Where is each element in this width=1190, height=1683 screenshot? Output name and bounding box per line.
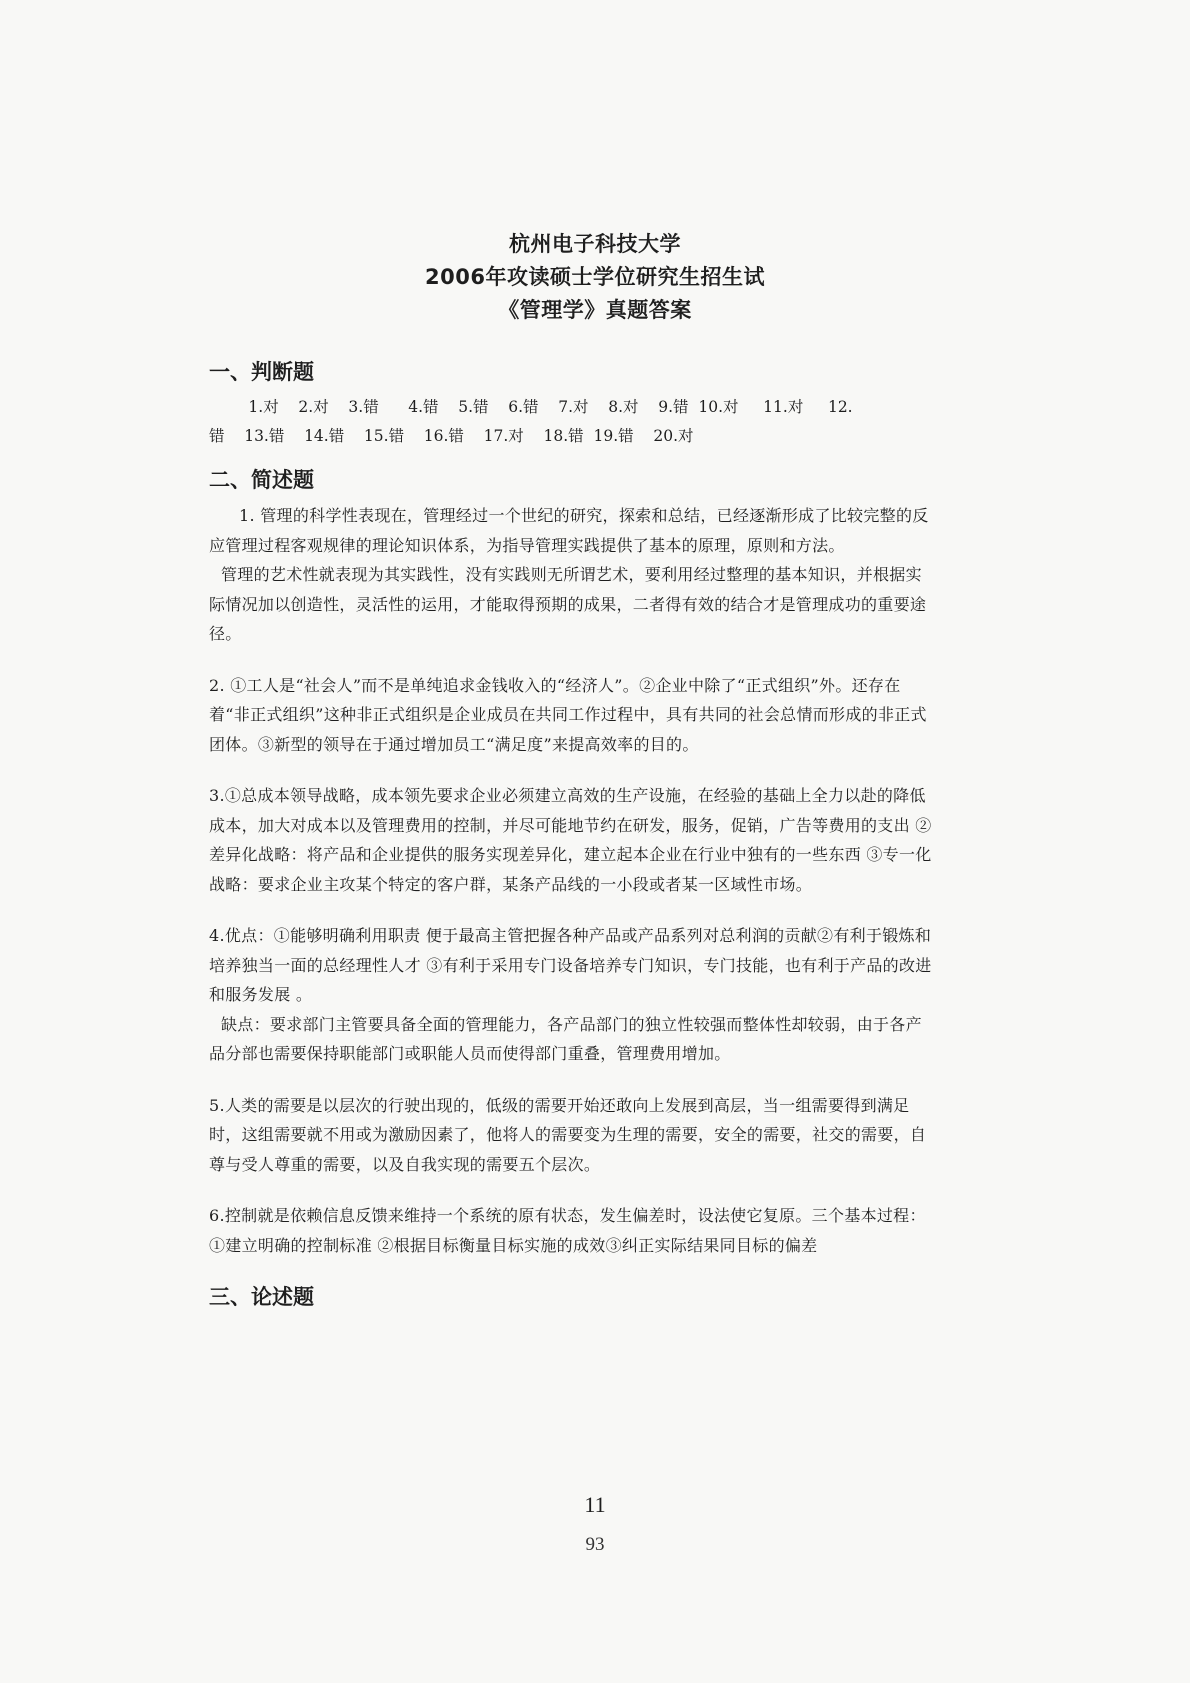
answer-1-paragraph-2: 管理的艺术性就表现为其实践性，没有实践则无所谓艺术，要利用经过整理的基本知识，并根据实际情况加以创造性，灵活性的运用，才能取得预期的成果，二者得有效的结合才是管理成功的重要途径。 <box>209 565 927 643</box>
title-university: 杭州电子科技大学 <box>509 232 681 256</box>
section-heading-essay: 三、论述题 <box>209 1285 314 1309</box>
title-exam: 2006年攻读硕士学位研究生招生试 <box>425 265 765 289</box>
judgment-answers-line-1: 1.对 2.对 3.错 4.错 5.错 6.错 7.对 8.对 9.错 10.对 11.对 12. <box>209 398 853 416</box>
judgment-answers-line-2: 错 13.错 14.错 15.错 16.错 17.对 18.错 19.错 20.对 <box>209 427 694 445</box>
page-number-inner: 11 <box>584 1492 606 1517</box>
document-title <box>0 228 1190 327</box>
section-heading-short-answer: 二、简述题 <box>209 468 314 492</box>
answer-4-disadvantages: 缺点：要求部门主管要具备全面的管理能力，各产品部门的独立性较强而整体性却较弱，由于各产品分部也需要保持职能部门或职能人员而使得部门重叠，管理费用增加。 <box>209 1014 922 1063</box>
answer-3: 3.①总成本领导战略，成本领先要求企业必须建立高效的生产设施，在经验的基础上全力以赴的降低成本，加大对成本以及管理费用的控制，并尽可能地节约在研发，服务，促销，广告等费用的支出 ②差异化战略：将产品和企业提供的服务实现差异化，建立起本企业在行业中独有的一些东西 ③专一化战略：要求企业主攻某个特定的客户群，某条产品线的一小段或者某一区域性市场。 <box>209 786 932 894</box>
answer-5: 5.人类的需要是以层次的行驶出现的，低级的需要开始还敢向上发展到高层，当一组需要得到满足时，这组需要就不用或为激励因素了，他将人的需要变为生理的需要，安全的需要，社交的需要，自尊与受人尊重的需要，以及自我实现的需要五个层次。 <box>209 1095 927 1174</box>
title-subject: 《管理学》真题答案 <box>498 298 692 322</box>
answer-6: 6.控制就是依赖信息反馈来维持一个系统的原有状态，发生偏差时，设法使它复原。三个基本过程：①建立明确的控制标准 ②根据目标衡量目标实施的成效③纠正实际结果同目标的偏差 <box>209 1206 926 1255</box>
answer-1-paragraph-1: 1. 管理的科学性表现在，管理经过一个世纪的研究，探索和总结，已经逐渐形成了比较完整的反应管理过程客观规律的理论知识体系，为指导管理实践提供了基本的原理，原则和方法。 <box>209 506 929 555</box>
document-body <box>209 357 935 1318</box>
page-number-outer: 93 <box>585 1534 605 1555</box>
answer-4-advantages: 4.优点：①能够明确利用职责 便于最高主管把握各种产品或产品系列对总利润的贡献②有利于锻炼和培养独当一面的总经理性人才 ③有利于采用专门设备培养专门知识，专门技能，也有利于产品的改进和服务发展 。 <box>209 926 932 1004</box>
answer-2: 2. ①工人是“社会人”而不是单纯追求金钱收入的“经济人”。②企业中除了“正式组织”外。还存在着“非正式组织”这种非正式组织是企业成员在共同工作过程中，具有共同的社会总情而形成的非正式团体。③新型的领导在于通过增加员工“满足度”来提高效率的目的。 <box>209 675 927 754</box>
section-heading-judgment: 一、判断题 <box>209 360 314 384</box>
